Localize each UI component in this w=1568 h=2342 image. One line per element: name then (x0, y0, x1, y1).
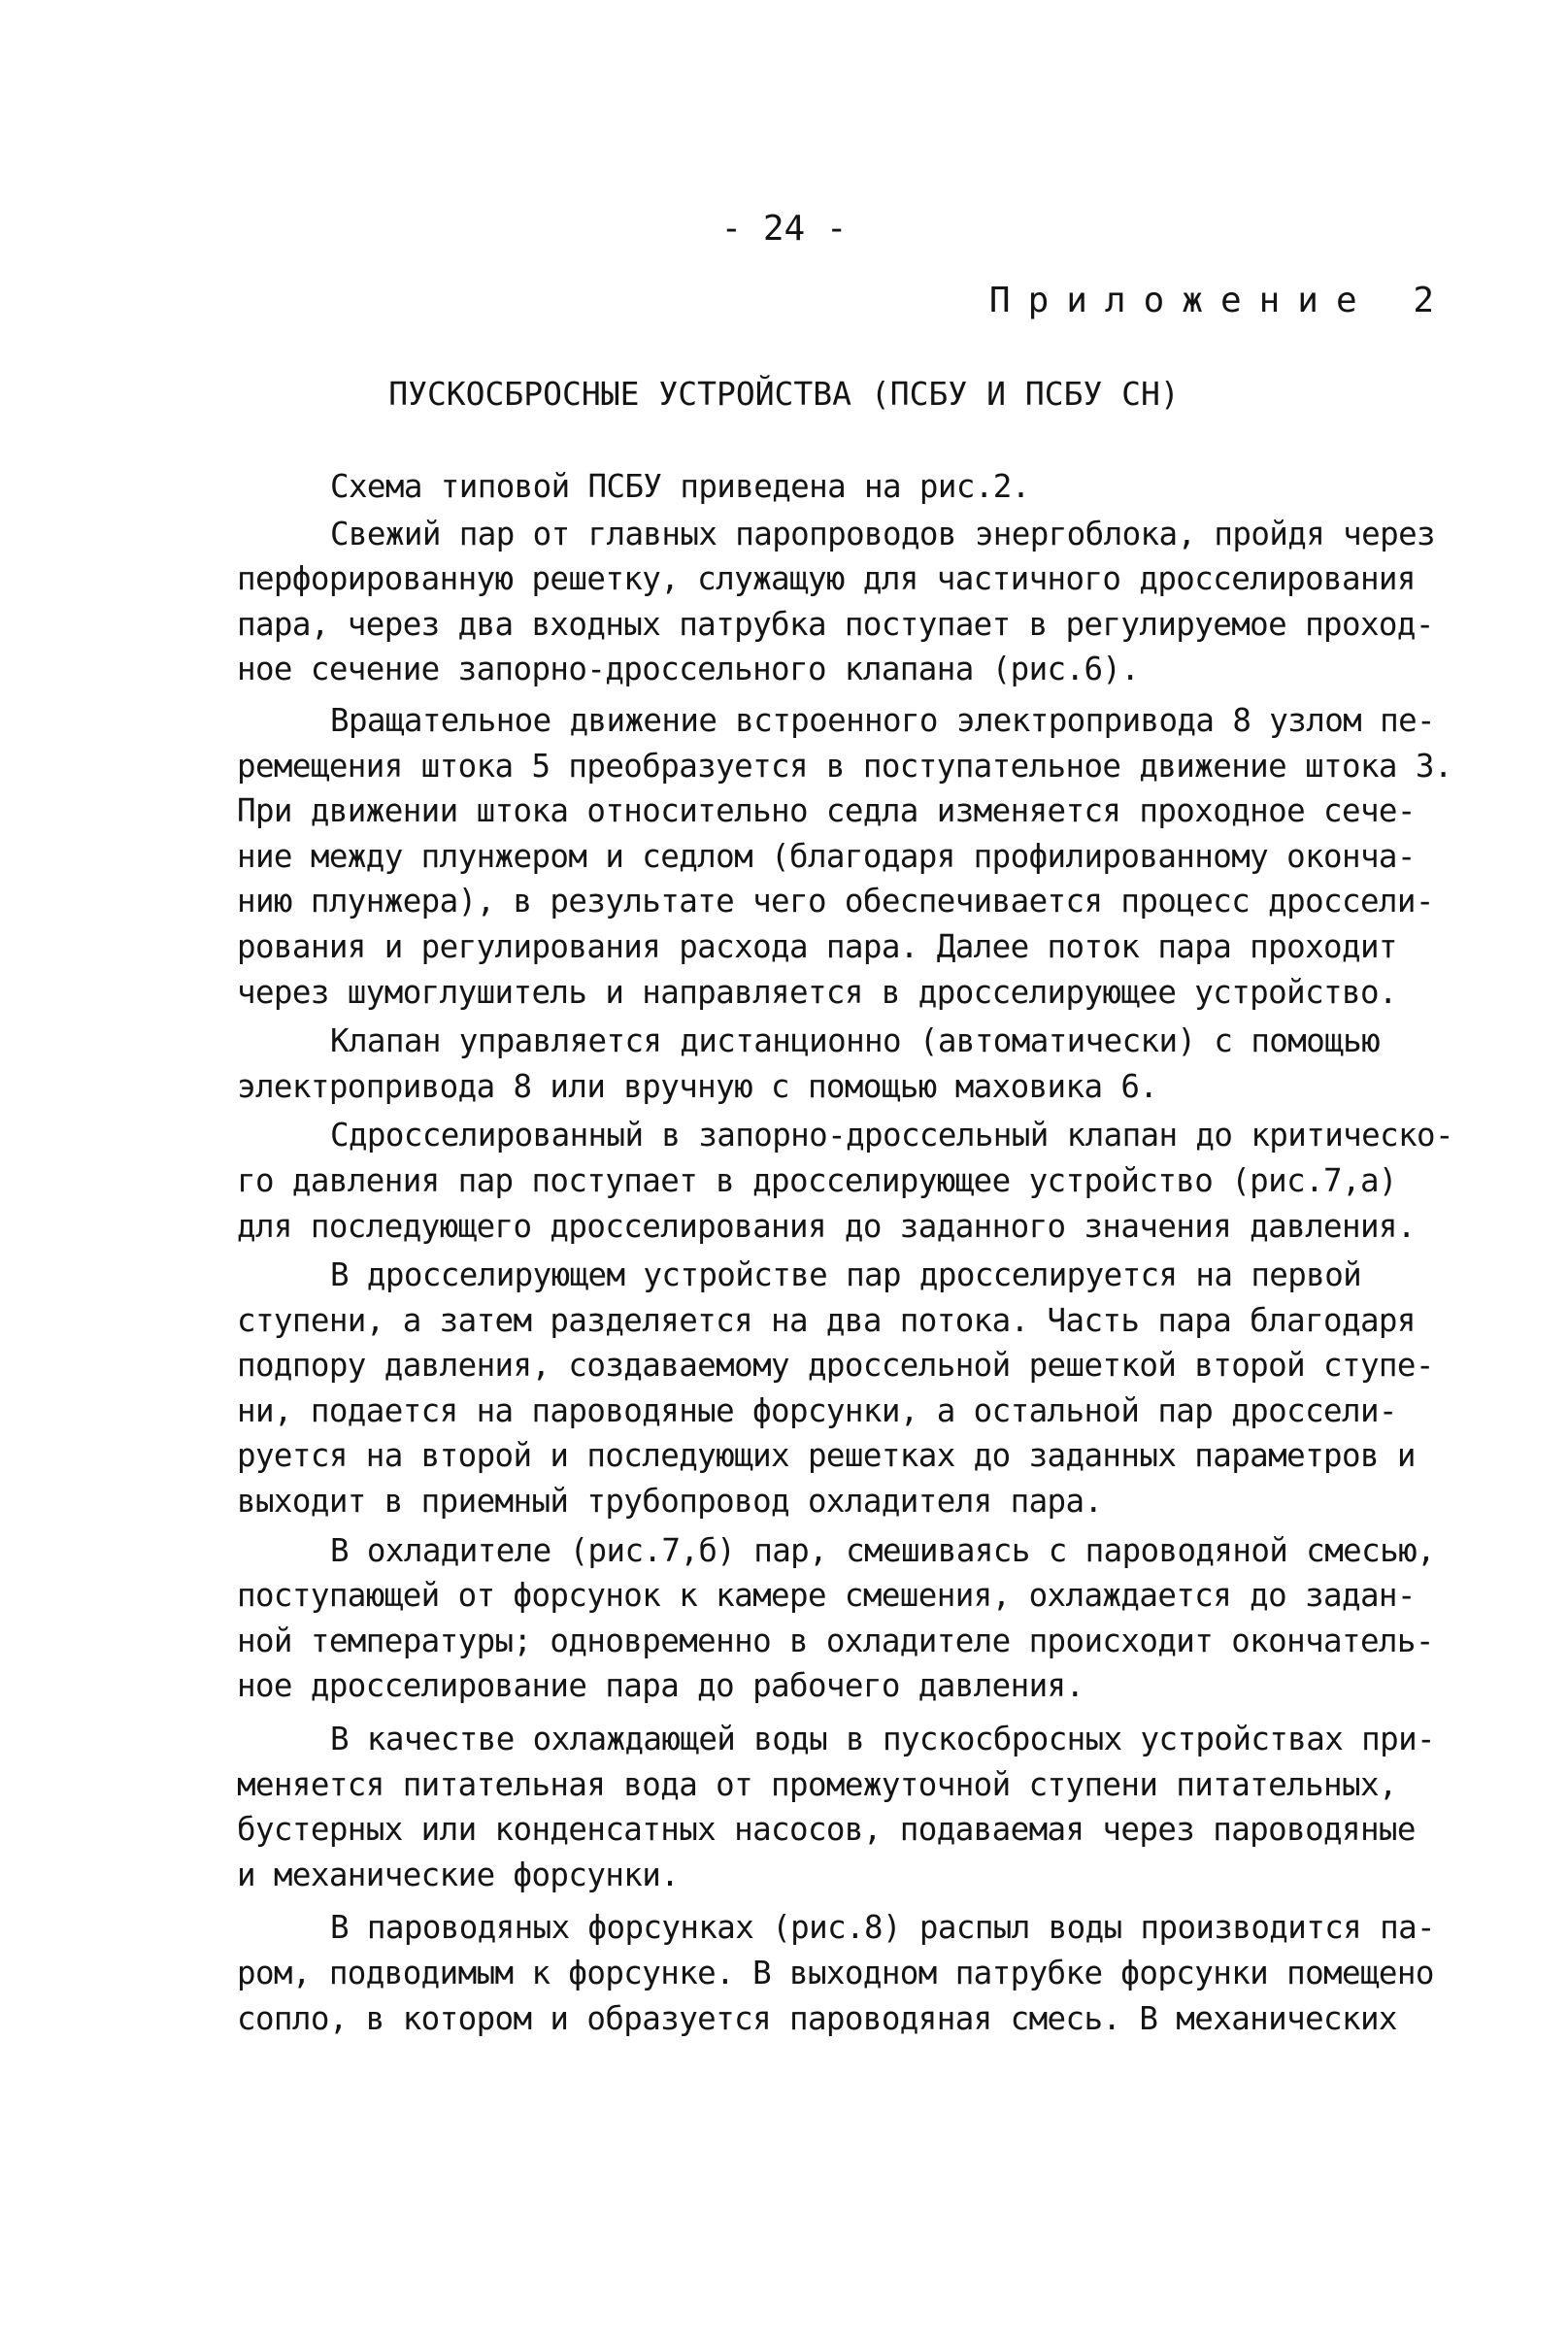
text-line: электропривода 8 или вручную с помощью маховика 6. (237, 1067, 1158, 1105)
text-line: ние между плунжером и седлом (благодаря профилированному оконча- (237, 837, 1416, 875)
text-line: ступени, а затем разделяется на два потока. Часть пара благодаря (237, 1301, 1416, 1339)
paragraph (237, 1019, 1499, 1109)
text-line: для последующего дросселирования до заданного значения давления. (237, 1207, 1416, 1245)
text-line: При движении штока относительно седла изменяется проходное сече- (237, 792, 1416, 830)
text-line: ремещения штока 5 преобразуется в поступательное движение штока 3. (237, 747, 1452, 785)
text-line: рования и регулирования расхода пара. Далее поток пара проходит (237, 927, 1397, 965)
text-line: пара, через два входных патрубка поступает в регулируемое проход- (237, 605, 1434, 643)
paragraph (237, 1253, 1499, 1524)
text-line: В пароводяных форсунках (рис.8) распыл воды производится па- (330, 1909, 1435, 1947)
text-line: В дросселирующем устройстве пар дросселируется на первой (330, 1256, 1362, 1294)
text-line: меняется питательная вода от промежуточной ступени питательных, (237, 1765, 1397, 1803)
text-line: через шумоглушитель и направляется в дросселирующее устройство. (237, 973, 1397, 1011)
text-line: нию плунжера), в результате чего обеспечивается процесс дроссели- (237, 883, 1434, 920)
paragraph (237, 1528, 1499, 1709)
text-line: ни, подается на пароводяные форсунки, а остальной пар дроссели- (237, 1391, 1397, 1429)
appendix-label: Приложение 2 (988, 281, 1451, 320)
text-line: ром, подводимым к форсунке. В выходном патрубке форсунки помещено (237, 1955, 1434, 1991)
text-line: ной температуры; одновременно в охладителе происходит окончатель- (237, 1622, 1434, 1659)
text-line: В охладителе (рис.7,б) пар, смешиваясь с пароводяной смесью, (330, 1531, 1435, 1569)
page-number: - 24 - (720, 209, 848, 249)
text-line: Схема типовой ПСБУ приведена на рис.2. (330, 468, 1030, 505)
section-title: ПУСКОСБРОСНЫЕ УСТРОЙСТВА (ПСБУ И ПСБУ СН) (388, 375, 1180, 413)
text-line: подпору давления, создаваемому дроссельной решеткой второй ступе- (237, 1347, 1434, 1385)
paragraph (237, 1113, 1499, 1249)
text-line: бустерных или конденсатных насосов, подаваемая через пароводяные (237, 1811, 1416, 1849)
text-line: ное сечение запорно-дроссельного клапана (рис.6). (237, 651, 1140, 688)
text-line: Вращательное движение встроенного электропривода 8 узлом пе- (330, 701, 1435, 739)
text-line: перфорированную решетку, служащую для частичного дросселирования (237, 560, 1416, 598)
text-line: го давления пар поступает в дросселирующее устройство (рис.7,а) (237, 1161, 1397, 1199)
text-line: сопло, в котором и образуется пароводяная смесь. В механических (237, 1999, 1397, 2037)
text-line: выходит в приемный трубопровод охладителя пара. (237, 1483, 1103, 1521)
text-line: ное дросселирование пара до рабочего давления. (237, 1667, 1084, 1705)
text-line: Клапан управляется дистанционно (автоматически) с помощью (330, 1022, 1381, 1060)
text-line: Сдросселированный в запорно-дроссельный клапан до критическо- (330, 1117, 1453, 1154)
text-line: Свежий пар от главных паропроводов энергоблока, пройдя через (330, 515, 1435, 552)
text-line: руется на второй и последующих решетках до заданных параметров и (237, 1437, 1416, 1475)
paragraph (237, 698, 1499, 1015)
paragraph (237, 512, 1499, 692)
body-text (237, 464, 1499, 2043)
text-line: В качестве охлаждающей воды в пускосбросных устройствах при- (330, 1721, 1435, 1758)
text-line: и механические форсунки. (237, 1856, 680, 1893)
text-line: поступающей от форсунок к камере смешения, охлаждается до задан- (237, 1577, 1416, 1615)
paragraph (237, 464, 1499, 510)
paragraph (237, 1905, 1499, 2041)
paragraph (237, 1717, 1499, 1897)
